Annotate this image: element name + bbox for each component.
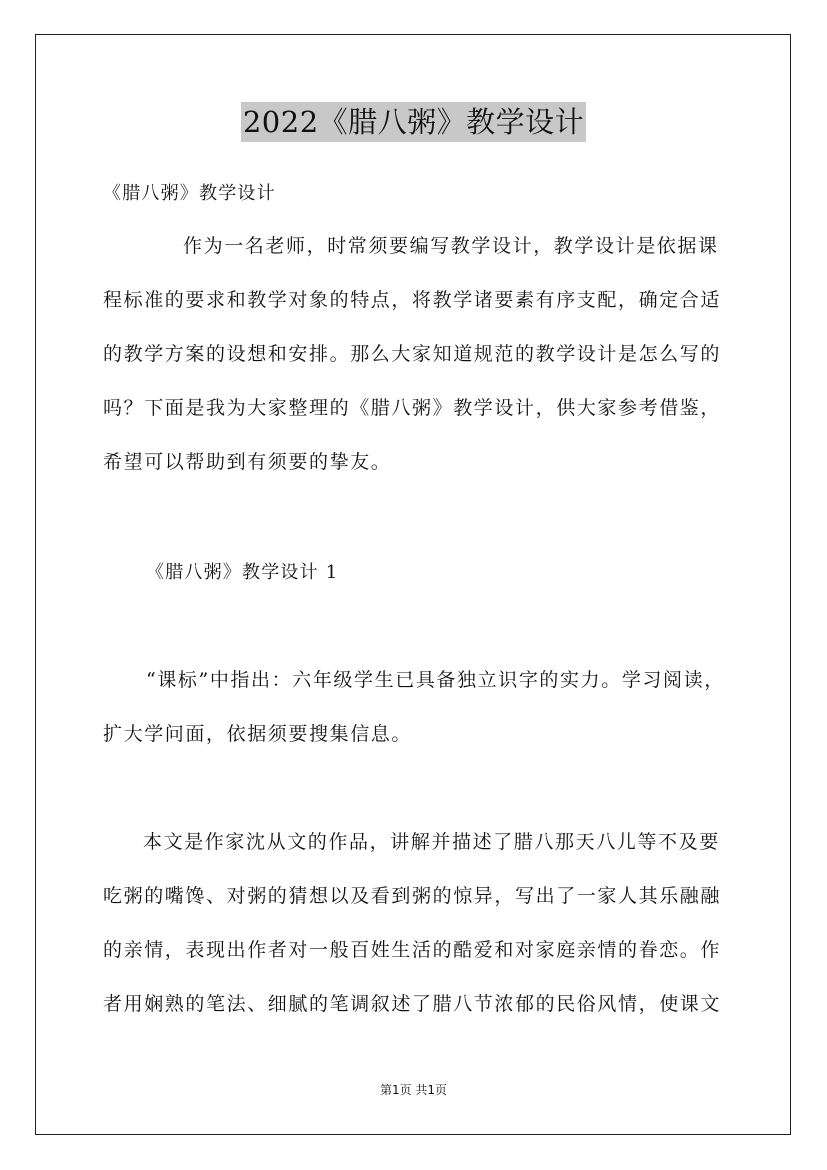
intro-line: 作为一名老师，时常须要编写教学设计，教学设计是依据课 [183, 235, 719, 257]
page-number-label: 第1页 共1页 [379, 1083, 448, 1097]
paragraph-1 [103, 653, 735, 761]
intro-paragraph [103, 219, 735, 489]
title-wrapper [0, 102, 827, 142]
page-footer [0, 1082, 827, 1098]
intro-line: 吗？下面是我为大家整理的《腊八粥》教学设计，供大家参考借鉴， [103, 397, 722, 419]
section-heading: 《腊八粥》教学设计 1 [146, 562, 339, 583]
paragraph-2 [103, 815, 735, 1031]
paragraph-line: 本文是作家沈从文的作品，讲解并描述了腊八那天八儿等不及要 [143, 831, 720, 853]
paragraph-line: 扩大学问面，依据须要搜集信息。 [103, 723, 413, 745]
intro-line: 的教学方案的设想和安排。那么大家知道规范的教学设计是怎么写的 [103, 343, 722, 365]
paragraph-line: 者用娴熟的笔法、细腻的笔调叙述了腊八节浓郁的民俗风情，使课文 [103, 993, 722, 1015]
paragraph-line: 吃粥的嘴馋、对粥的猜想以及看到粥的惊异，写出了一家人其乐融融 [103, 885, 722, 907]
document-subtitle: 《腊八粥》教学设计 [103, 183, 276, 204]
paragraph-line: “课标”中指出：六年级学生已具备独立识字的实力。学习阅读， [146, 669, 725, 691]
intro-line: 希望可以帮助到有须要的挚友。 [103, 451, 392, 473]
document-title: 2022《腊八粥》教学设计 [241, 102, 586, 142]
paragraph-line: 的亲情，表现出作者对一般百姓生活的酷爱和对家庭亲情的眷恋。作 [103, 939, 722, 961]
intro-line: 程标准的要求和教学对象的特点，将教学诸要素有序支配，确定合适 [103, 289, 722, 311]
